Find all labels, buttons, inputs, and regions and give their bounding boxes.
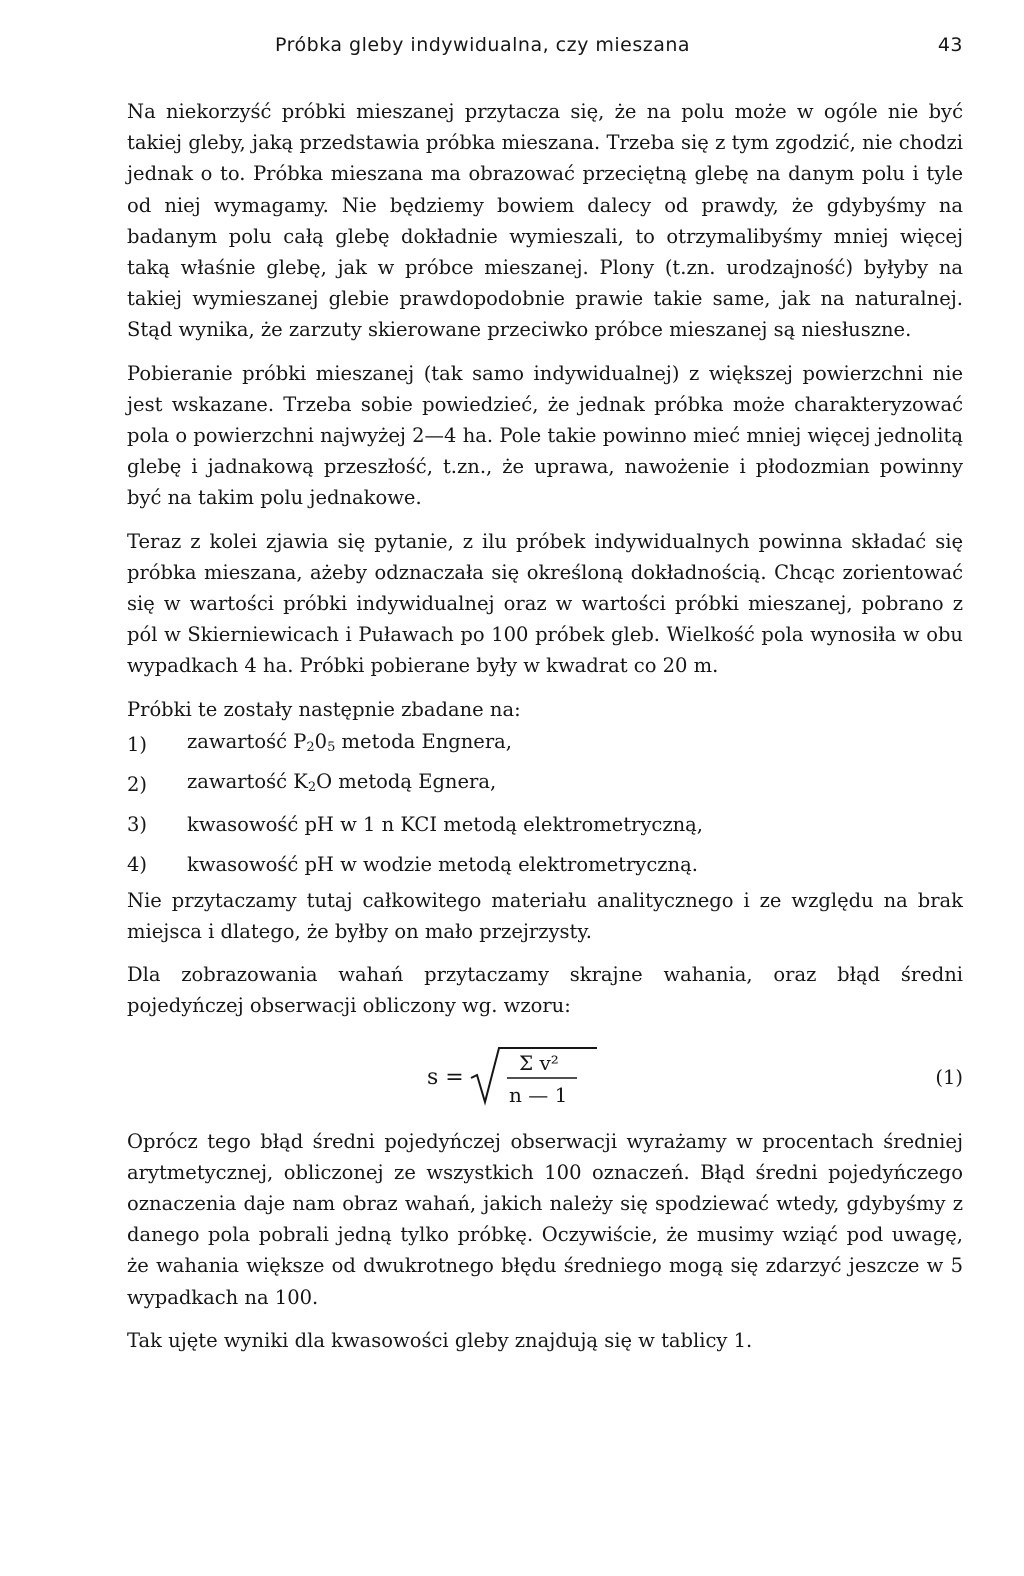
list-number: 1) <box>127 733 148 757</box>
analysis-list <box>127 725 963 885</box>
body-text <box>127 96 963 1356</box>
paragraph: Na niekorzyść próbki mieszanej przytacza się, że na polu może w ogóle nie być takiej gleby, jaką przedstawia próbka mieszana. Trzeba się z tym zgodzić, nie chodzi jednak o to. Próbka mieszana ma obrazować przeciętną glebę na danym polu i tyle od niej wymagamy. Nie będziemy bowiem dalecy od prawdy, że gdybyśmy na badanym polu całą glebę dokładnie wymieszali, to otrzymalibyśmy mniej więcej taką właśnie glebę, jak w próbce mieszanej. Plony (t.zn. urodzajność) byłyby na takiej wymieszanej glebie prawdopodobnie prawie takie same, jak na naturalnej. Stąd wynika, że zarzuty skierowane przeciwko próbce mieszanej są niesłuszne. <box>127 100 963 342</box>
list-item <box>127 725 963 765</box>
formula-denominator: n — 1 <box>509 1082 568 1107</box>
paragraph: Dla zobrazowania wahań przytaczamy skrajne wahania, oraz błąd średni pojedyńczej obserwacji obliczony wg. wzoru: <box>127 963 963 1018</box>
page-number: 43 <box>937 34 963 56</box>
paragraph: Próbki te zostały następnie zbadane na: <box>127 697 521 721</box>
formula-numerator: Σ v² <box>519 1050 559 1075</box>
list-text: zawartość $P_20_5$ metoda Engnera, <box>187 730 512 756</box>
paragraph: Nie przytaczamy tutaj całkowitego materiału analitycznego i ze względu na brak miejsca i dlatego, że byłby on mało przejrzysty. <box>127 888 963 944</box>
formula-block <box>127 1022 963 1126</box>
page-header <box>127 30 963 62</box>
paragraph: Oprócz tego błąd średni pojedyńczej obserwacji wyrażamy w procentach średniej arytmetycznej, obliczonej ze wszystkich 100 oznaczeń. Błąd średni pojedyńczego oznaczenia daje nam obraz wahań, jakich należy się spodziewać wtedy, gdybyśmy z danego pola pobrali jedną tylko próbkę. Oczywiście, że musimy wziąć pod uwagę, że wahania większe od dwukrotnego błędu średniego mogą się zdarzyć jeszcze w 5 wypadkach na 100. <box>127 1129 963 1309</box>
equation-number: (1) <box>935 1065 963 1089</box>
list-number: 4) <box>127 853 148 877</box>
list-text: zawartość $K_2O$ metodą Egnera, <box>187 770 497 796</box>
paragraph: Teraz z kolei zjawia się pytanie, z ilu próbek indywidualnych powinna składać się próbka mieszana, ażeby odznaczała się określoną dokładnością. Chcąc zorientować się w wartości próbki indywidualnej oraz w wartości próbki mieszanej, pobrano z pól w Skierniewicach i Puławach po 100 próbek gleb. Wielkość pola wynosiła w obu wypadkach 4 ha. Próbki pobierane były w kwadrat co 20 m. <box>127 529 963 678</box>
formula <box>427 1042 627 1112</box>
list-item <box>127 805 963 845</box>
list-text: kwasowość pH w 1 n KCI metodą elektrometryczną, <box>187 813 703 837</box>
list-item <box>127 845 963 885</box>
list-item <box>127 765 963 805</box>
paragraph: Pobieranie próbki mieszanej (tak samo indywidualnej) z większej powierzchni nie jest wskazane. Trzeba sobie powiedzieć, że jednak próbka może charakteryzować pola o powierzchni najwyżej 2—4 ha. Pole takie powinno mieć mniej więcej jednolitą glebę i jadnakową przeszłość, t.zn., że uprawa, nawożenie i płodozmian powinny być na takim polu jednakowe. <box>127 361 963 510</box>
list-number: 2) <box>127 773 148 797</box>
running-title: Próbka gleby indywidualna, czy mieszana <box>275 34 691 56</box>
list-number: 3) <box>127 813 148 837</box>
formula-lhs: s = <box>427 1064 464 1090</box>
list-text: kwasowość pH w wodzie metodą elektrometryczną. <box>187 853 698 877</box>
sqrt-formula-svg <box>427 1042 627 1112</box>
paragraph: Tak ujęte wyniki dla kwasowości gleby znajdują się w tablicy 1. <box>127 1328 753 1352</box>
